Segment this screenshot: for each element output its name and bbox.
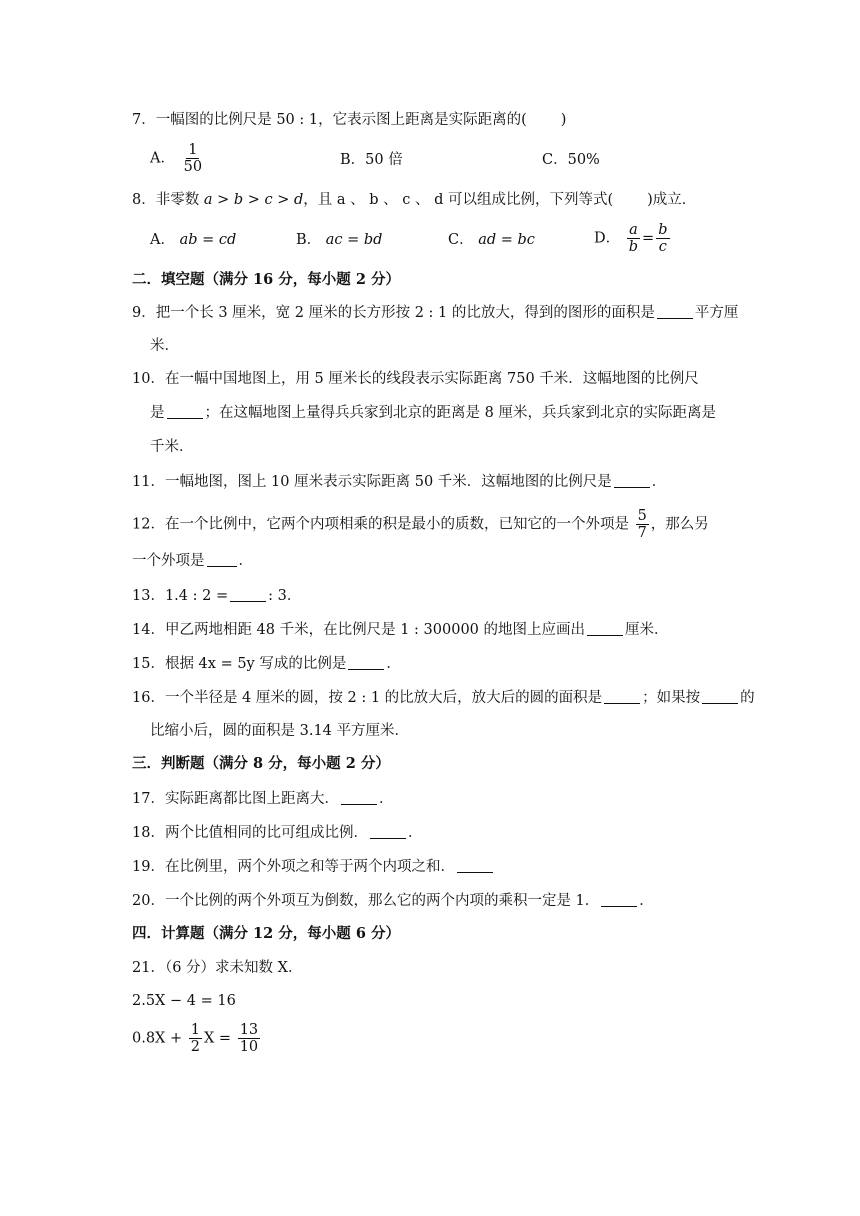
answer-blank[interactable]: [702, 689, 738, 704]
question-12-cont: 一个外项是 ．: [132, 553, 253, 569]
question-10-cont: 是 ；在这幅地图上量得兵兵家到北京的距离是 8 厘米，兵兵家到北京的实际距离是: [150, 405, 716, 421]
question-15: 15．根据 4x = 5y 写成的比例是 ．: [132, 656, 401, 672]
equation-2: 0.8X + $\frac{1}{2}$ X = $\frac{13}{10}$: [132, 1022, 259, 1055]
question-11: 11．一幅地图，图上 10 厘米表示实际距离 50 千米．这幅地图的比例尺是 ．: [132, 474, 667, 490]
question-7: 7．一幅图的比例尺是 50 : 1，它表示图上距离是实际距离的( ): [132, 112, 567, 128]
question-17: 17．实际距离都比图上距离大． ．: [132, 791, 394, 807]
question-16-cont: 比缩小后，圆的面积是 3.14 平方厘米．: [150, 723, 410, 739]
answer-blank[interactable]: [230, 587, 266, 602]
answer-blank[interactable]: [657, 304, 693, 319]
question-20: 20．一个比例的两个外项互为倒数，那么它的两个内项的乘积一定是 1． ．: [132, 893, 654, 909]
answer-blank[interactable]: [587, 621, 623, 636]
fraction: $\frac{5}{7}$: [637, 508, 647, 541]
answer-blank[interactable]: [341, 790, 377, 805]
section-heading-true-false: 三．判断题（满分 8 分，每小题 2 分）: [132, 755, 390, 772]
question-18: 18．两个比值相同的比可组成比例． ．: [132, 825, 423, 841]
answer-blank[interactable]: [370, 824, 406, 839]
answer-blank[interactable]: [601, 892, 637, 907]
section-heading-fill-in: 二．填空题（满分 16 分，每小题 2 分）: [132, 271, 400, 288]
answer-blank[interactable]: [207, 552, 237, 567]
q8-option-c: C． ad = bc: [448, 232, 535, 248]
question-8: 8．非零数 a > b > c > d，且 a 、 b 、 c 、 d 可以组成比例，下列等式( )成立．: [132, 192, 697, 208]
q8-option-b: B． ac = bd: [296, 232, 383, 248]
question-14: 14．甲乙两地相距 48 千米，在比例尺是 1 : 300000 的地图上应画出 厘米．: [132, 622, 669, 638]
fraction: $\frac{1}{2}$: [190, 1022, 200, 1055]
question-10: 10．在一幅中国地图上，用 5 厘米长的线段表示实际距离 750 千米．这幅地图的比例尺: [132, 371, 699, 387]
q8-option-a: A． ab = cd: [150, 232, 237, 248]
question-9: 9．把一个长 3 厘米，宽 2 厘米的长方形按 2 : 1 的比放大，得到的图形的面积是 平方厘: [132, 305, 739, 321]
question-9-cont: 米．: [150, 338, 179, 354]
question-19: 19．在比例里，两个外项之和等于两个内项之和．: [132, 857, 495, 877]
section-heading-calculation: 四．计算题（满分 12 分，每小题 6 分）: [132, 925, 400, 942]
answer-blank[interactable]: [604, 689, 640, 704]
q7-option-c: C．50%: [542, 152, 600, 168]
answer-blank[interactable]: [348, 655, 384, 670]
answer-blank[interactable]: [457, 858, 493, 873]
answer-blank[interactable]: [167, 404, 203, 419]
fraction: $\frac{13}{10}$: [239, 1022, 259, 1055]
fraction: $\frac{a}{b}$: [628, 222, 639, 255]
fraction: $\frac{b}{c}$: [658, 222, 668, 255]
q7-option-b: B．50 倍: [340, 152, 403, 168]
question-16: 16．一个半径是 4 厘米的圆，按 2 : 1 的比放大后，放大后的圆的面积是 ；如果按 的: [132, 690, 755, 706]
equation-1: 2.5X − 4 = 16: [132, 993, 236, 1009]
answer-blank[interactable]: [614, 473, 650, 488]
question-21: 21．（6 分）求未知数 X．: [132, 960, 303, 976]
question-13: 13．1.4 : 2 = : 3．: [132, 588, 302, 604]
q7-option-a: A． $\frac{1}{50}$: [150, 142, 203, 175]
q8-option-d: D． $\frac{a}{b}$ = $\frac{b}{c}$: [594, 222, 668, 255]
fraction: $\frac{1}{50}$: [183, 142, 203, 175]
question-10-cont2: 千米．: [150, 439, 194, 455]
question-12: 12．在一个比例中，它两个内项相乘的积是最小的质数，已知它的一个外项是 $\frac{5}{7}$ ，那么另: [132, 508, 709, 541]
